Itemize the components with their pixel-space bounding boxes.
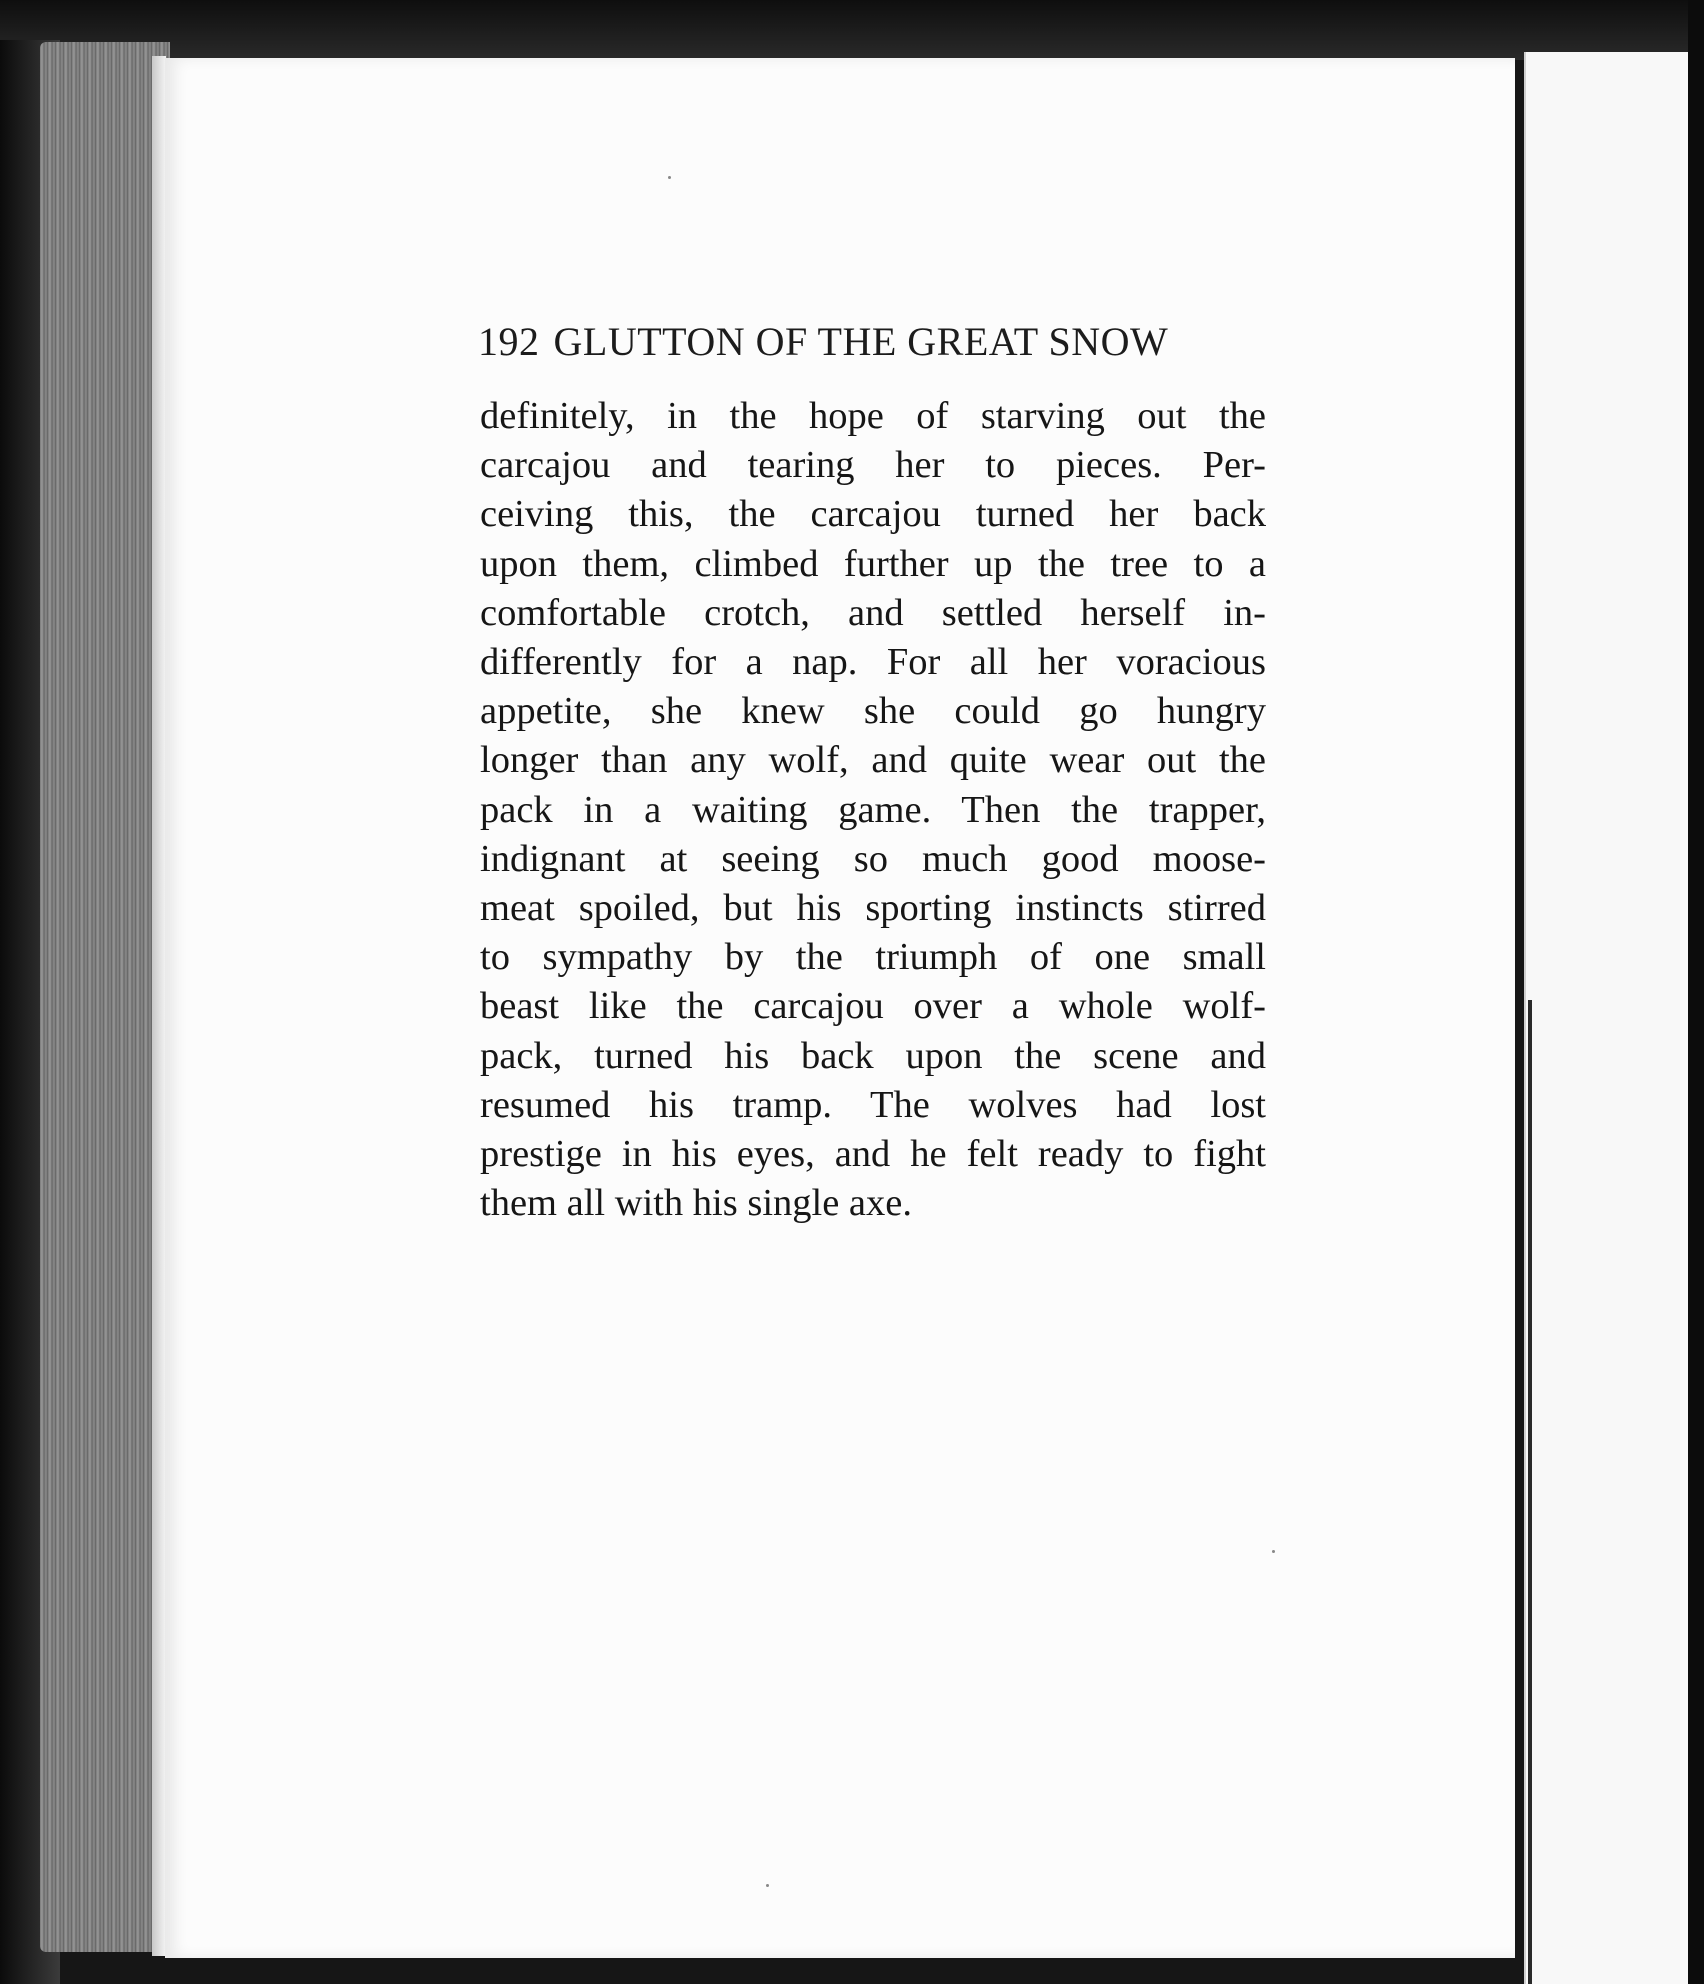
- right-page-edge: [1524, 52, 1704, 1984]
- text-line: definitely, in the hope of starving out the: [480, 395, 1266, 437]
- right-shadow: [1688, 0, 1704, 1984]
- text-line: ceiving this, the carcajou turned her back: [480, 493, 1266, 536]
- text-line: longer than any wolf, and quite wear out the: [480, 739, 1266, 782]
- dust-speck: [766, 1884, 769, 1887]
- running-header: [478, 318, 1238, 365]
- page-stack-edges: [40, 42, 170, 1952]
- text-line: to sympathy by the triumph of one small: [480, 936, 1266, 979]
- gutter: [152, 56, 166, 1956]
- text-line: comfortable crotch, and settled herself in-: [480, 591, 1266, 634]
- text-line: them all with his single axe.: [480, 1182, 912, 1225]
- dust-speck: [668, 176, 671, 179]
- text-line: carcajou and tearing her to pieces. Per-: [480, 444, 1266, 487]
- text-line: indignant at seeing so much good moose-: [480, 837, 1266, 880]
- body-paragraph: [480, 392, 1266, 1228]
- top-shadow: [0, 0, 1704, 60]
- text-line: differently for a nap. For all her voracious: [480, 641, 1266, 684]
- text-line: pack in a waiting game. Then the trapper,: [480, 788, 1266, 831]
- page-number: 192: [478, 319, 540, 364]
- text-line: appetite, she knew she could go hungry: [480, 690, 1266, 733]
- dust-speck: [1272, 1550, 1275, 1553]
- text-line: prestige in his eyes, and he felt ready to fight: [480, 1133, 1266, 1176]
- running-title: GLUTTON OF THE GREAT SNOW: [553, 319, 1169, 364]
- text-line: upon them, climbed further up the tree to a: [480, 542, 1266, 585]
- text-line: resumed his tramp. The wolves had lost: [480, 1083, 1266, 1126]
- text-line: beast like the carcajou over a whole wolf-: [480, 985, 1266, 1028]
- text-line: meat spoiled, but his sporting instincts stirred: [480, 887, 1266, 930]
- right-page-fold-line: [1528, 1000, 1532, 1984]
- text-line: pack, turned his back upon the scene and: [480, 1034, 1266, 1077]
